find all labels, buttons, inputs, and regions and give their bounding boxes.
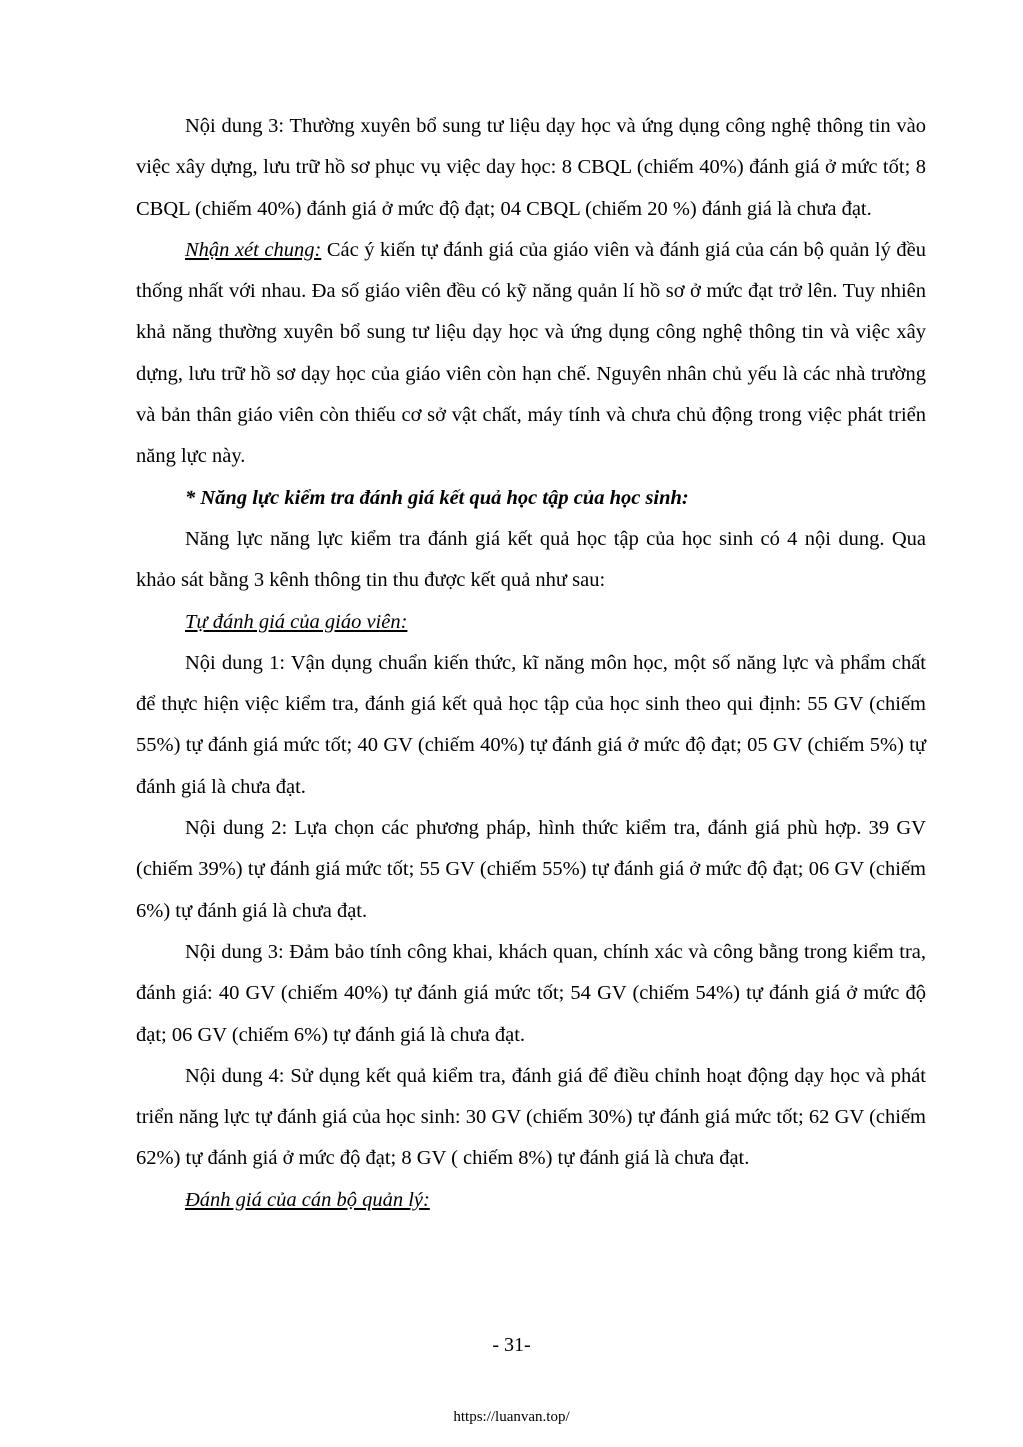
subheading-manager-assessment bbox=[136, 1180, 926, 1221]
subheading-text: Tự đánh giá của giáo viên: bbox=[185, 610, 408, 633]
paragraph-content-3-managers bbox=[136, 106, 926, 230]
paragraph-text: Nội dung 2: Lựa chọn các phương pháp, hình thức kiểm tra, đánh giá phù hợp. 39 GV (chiếm 39%) tự đánh giá mức tốt; 55 GV (chiếm 55%) tự đánh giá ở mức độ đạt; 06 GV (chiếm 6%) tự đánh giá là chưa đạt. bbox=[136, 817, 926, 922]
general-remarks-label: Nhận xét chung: bbox=[185, 238, 322, 261]
subheading-teacher-self-assessment bbox=[136, 602, 926, 643]
paragraph-intro-assessment bbox=[136, 519, 926, 602]
paragraph-content-4 bbox=[136, 1056, 926, 1180]
paragraph-text: Các ý kiến tự đánh giá của giáo viên và đánh giá của cán bộ quản lý đều thống nhất với nhau. Đa số giáo viên đều có kỹ năng quản lí hồ sơ ở mức đạt trở lên. Tuy nhiên khả năng thường xuyên bổ sung tư liệu dạy học và ứng dụng công nghệ thông tin và việc xây dựng, lưu trữ hồ sơ dạy học của giáo viên còn hạn chế. Nguyên nhân chủ yếu là các nhà trường và bản thân giáo viên còn thiếu cơ sở vật chất, máy tính và chưa chủ động trong việc phát triển năng lực này. bbox=[136, 238, 927, 468]
footer-url: https://luanvan.top/ bbox=[453, 1409, 570, 1425]
page-number: - 31- bbox=[492, 1334, 531, 1356]
paragraph-text: Nội dung 4: Sử dụng kết quả kiểm tra, đánh giá để điều chỉnh hoạt động dạy học và phát triển năng lực tự đánh giá của học sinh: 30 GV (chiếm 30%) tự đánh giá mức tốt; 62 GV (chiếm 62%) tự đánh giá ở mức độ đạt; 8 GV ( chiếm 8%) tự đánh giá là chưa đạt. bbox=[136, 1064, 926, 1170]
section-heading-assessment-competence bbox=[136, 478, 926, 519]
document-body bbox=[136, 106, 926, 1221]
paragraph-content-3 bbox=[136, 932, 926, 1056]
paragraph-text: Nội dung 3: Đảm bảo tính công khai, khách quan, chính xác và công bằng trong kiểm tra, đánh giá: 40 GV (chiếm 40%) tự đánh giá mức tốt; 54 GV (chiếm 54%) tự đánh giá ở mức độ đạt; 06 GV (chiếm 6%) tự đánh giá là chưa đạt. bbox=[136, 940, 926, 1046]
paragraph-text: Năng lực năng lực kiểm tra đánh giá kết quả học tập của học sinh có 4 nội dung. Qua khảo sát bằng 3 kênh thông tin thu được kết quả như sau: bbox=[136, 527, 926, 592]
paragraph-text: Nội dung 3: Thường xuyên bổ sung tư liệu dạy học và ứng dụng công nghệ thông tin vào việc xây dựng, lưu trữ hồ sơ phục vụ việc day học: 8 CBQL (chiếm 40%) đánh giá ở mức tốt; 8 CBQL (chiếm 40%) đánh giá ở mức độ đạt; 04 CBQL (chiếm 20 %) đánh giá là chưa đạt. bbox=[136, 115, 926, 220]
paragraph-content-1 bbox=[136, 643, 926, 808]
section-heading-text: * Năng lực kiểm tra đánh giá kết quả học tập của học sinh: bbox=[185, 486, 689, 509]
subheading-text: Đánh giá của cán bộ quản lý: bbox=[185, 1188, 430, 1211]
paragraph-content-2 bbox=[136, 808, 926, 932]
paragraph-text: Nội dung 1: Vận dụng chuẩn kiến thức, kĩ năng môn học, một số năng lực và phẩm chất để thực hiện việc kiểm tra, đánh giá kết quả học tập của học sinh theo qui định: 55 GV (chiếm 55%) tự đánh giá mức tốt; 40 GV (chiếm 40%) tự đánh giá ở mức độ đạt; 05 GV (chiếm 5%) tự đánh giá là chưa đạt. bbox=[136, 651, 926, 798]
paragraph-general-remarks bbox=[136, 230, 926, 478]
